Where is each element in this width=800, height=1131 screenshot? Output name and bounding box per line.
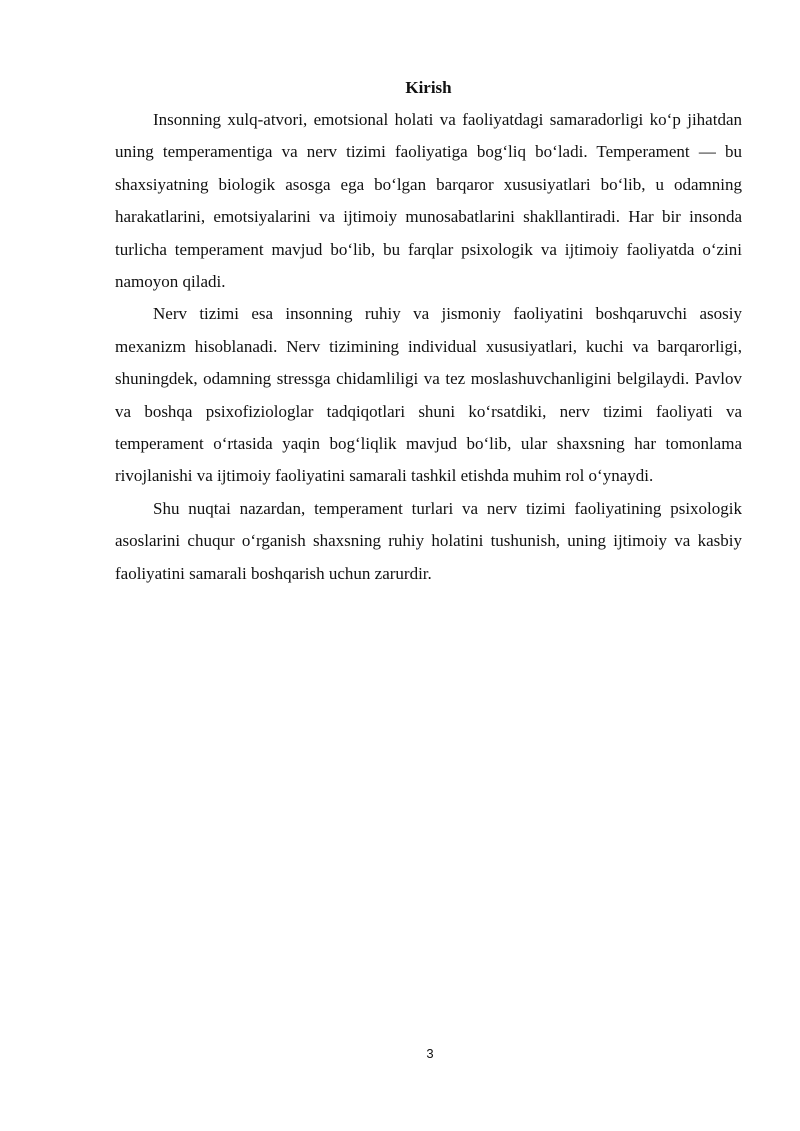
paragraph-1: Insonning xulq-atvori, emotsional holati va faoliyatdagi samaradorligi ko‘p jihatdan uning temperamentiga va nerv tizimi faoliyatiga bog‘liq bo‘ladi. Temperament — bu shaxsiyatning biologik asosga ega bo‘lgan barqaror xususiyatlari bo‘lib, u odamning harakatlarini, emotsiyalarini va ijtimoiy munosabatlarini shakllantiradi. Har bir insonda turlicha temperament mavjud bo‘lib, bu farqlar psixologik va ijtimoiy faoliyatda o‘zini namoyon qiladi. xyxy=(115,110,742,292)
paragraph-3: Shu nuqtai nazardan, temperament turlari va nerv tizimi faoliyatining psixologik asoslarini chuqur o‘rganish shaxsning ruhiy holatini tushunish, uning ijtimoiy va kasbiy faoliyatini samarali boshqarish uchun zarurdir. xyxy=(115,498,742,583)
page-number: 3 xyxy=(426,1046,434,1061)
paragraph-2: Nerv tizimi esa insonning ruhiy va jismoniy faoliyatini boshqaruvchi asosiy mexanizm hisoblanadi. Nerv tizimining individual xususiyatlari, kuchi va barqarorligi, shuningdek, odamning stressga chidamliligi va tez moslashuvchanligini belgilaydi. Pavlov va boshqa psixofiziologlar tadqiqotlari shuni ko‘rsatdiki, nerv tizimi faoliyati va temperament o‘rtasida yaqin bog‘liqlik mavjud bo‘lib, ular shaxsning har tomonlama rivojlanishi va ijtimoiy faoliyatini samarali tashkil etishda muhim rol o‘ynaydi. xyxy=(115,304,742,486)
page-content xyxy=(115,72,742,590)
section-heading: Kirish xyxy=(405,78,452,97)
